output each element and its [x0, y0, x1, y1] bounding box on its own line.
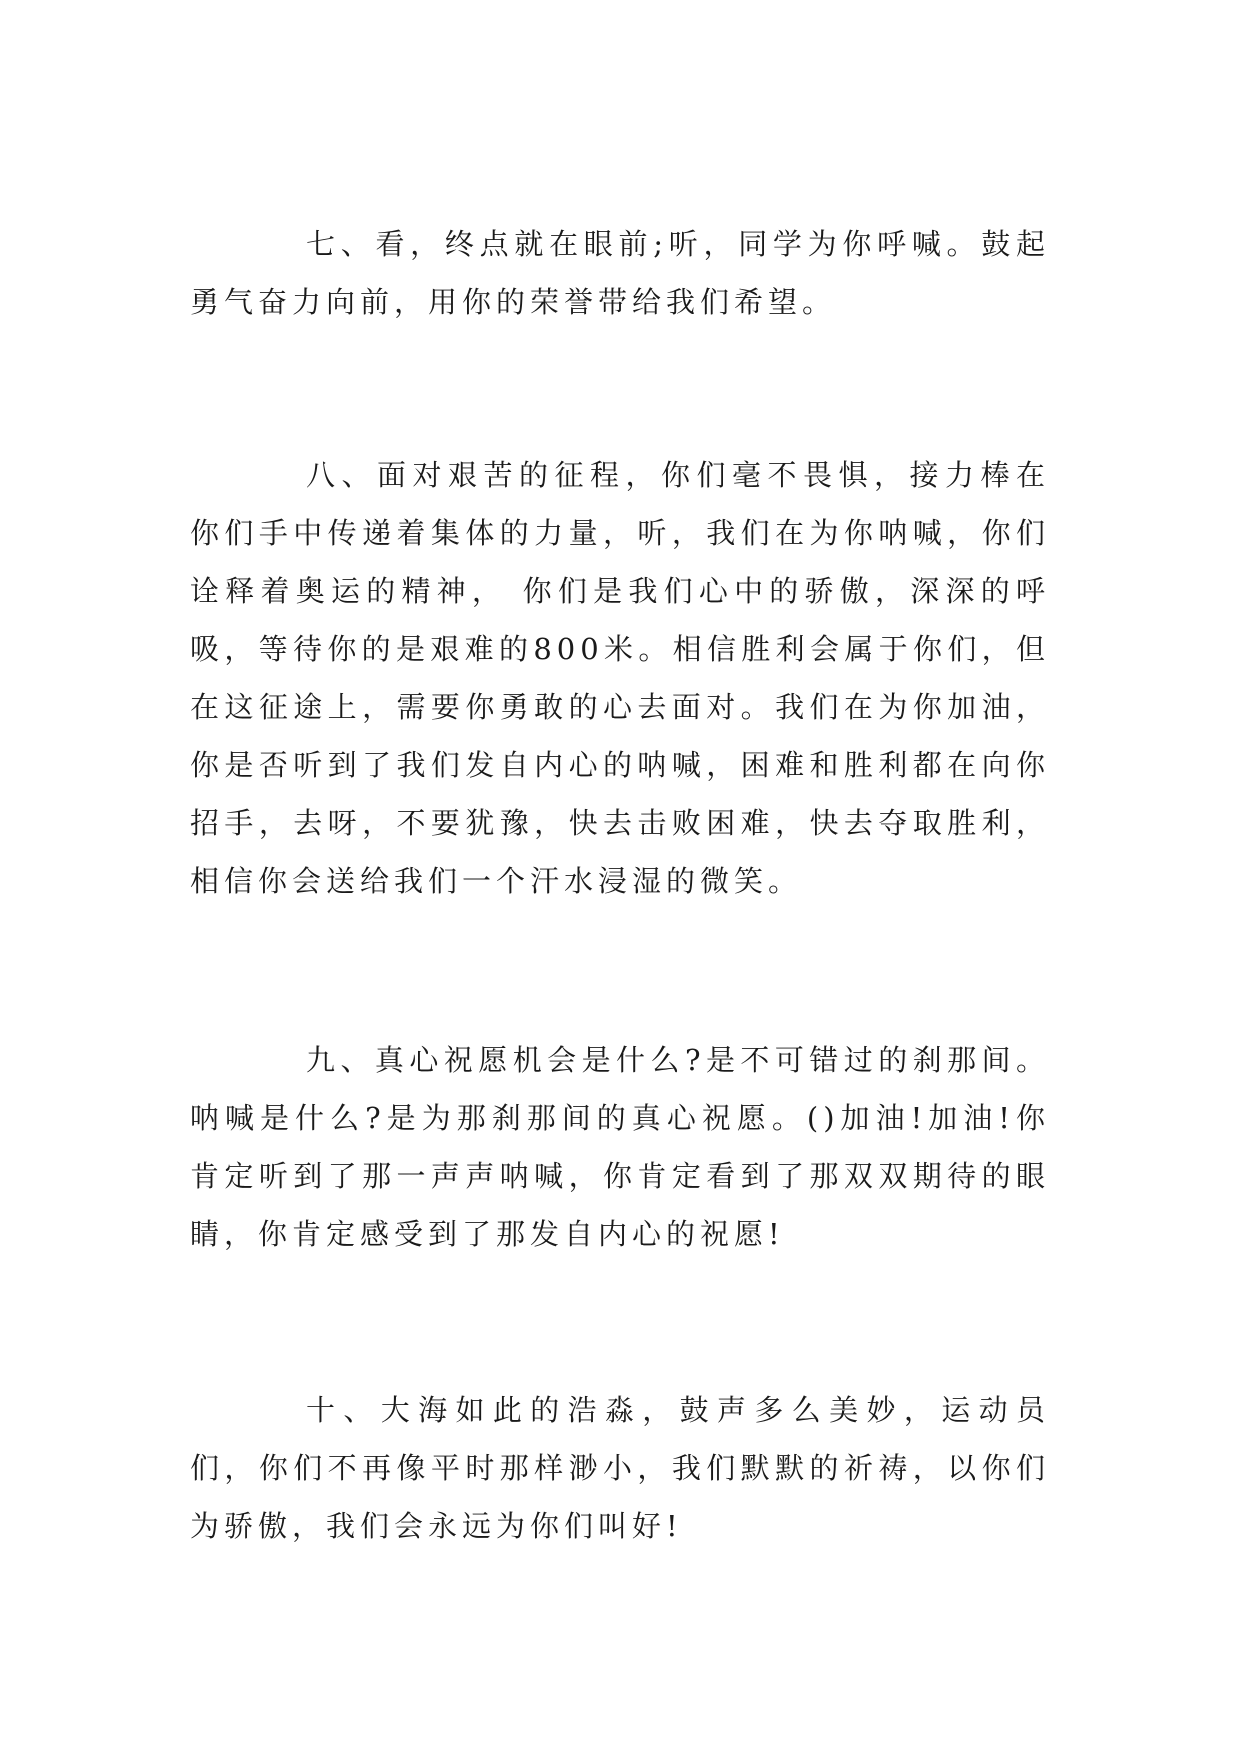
- paragraph-nine: 九、真心祝愿机会是什么?是不可错过的刹那间。呐喊是什么?是为那刹那间的真心祝愿。()加油!加油!你肯定听到了那一声声呐喊，你肯定看到了那双双期待的眼睛，你肯定感受到了那发自内心的祝愿!: [190, 1043, 1050, 1251]
- paragraph-ten: 十、大海如此的浩淼，鼓声多么美妙，运动员们，你们不再像平时那样渺小，我们默默的祈祷，以你们为骄傲，我们会永远为你们叫好!: [190, 1393, 1050, 1543]
- paragraph-seven: 七、看，终点就在眼前;听，同学为你呼喊。鼓起勇气奋力向前，用你的荣誉带给我们希望。: [190, 227, 1050, 319]
- paragraph-eight: 八、面对艰苦的征程，你们毫不畏惧，接力棒在你们手中传递着集体的力量，听，我们在为你呐喊，你们诠释着奥运的精神， 你们是我们心中的骄傲，深深的呼吸，等待你的是艰难的800米。相信胜利会属于你们，但在这征途上，需要你勇敢的心去面对。我们在为你加油，你是否听到了我们发自内心的呐喊，困难和胜利都在向你招手，去呀，不要犹豫，快去击败困难，快去夺取胜利，相信你会送给我们一个汗水浸湿的微笑。: [190, 458, 1050, 898]
